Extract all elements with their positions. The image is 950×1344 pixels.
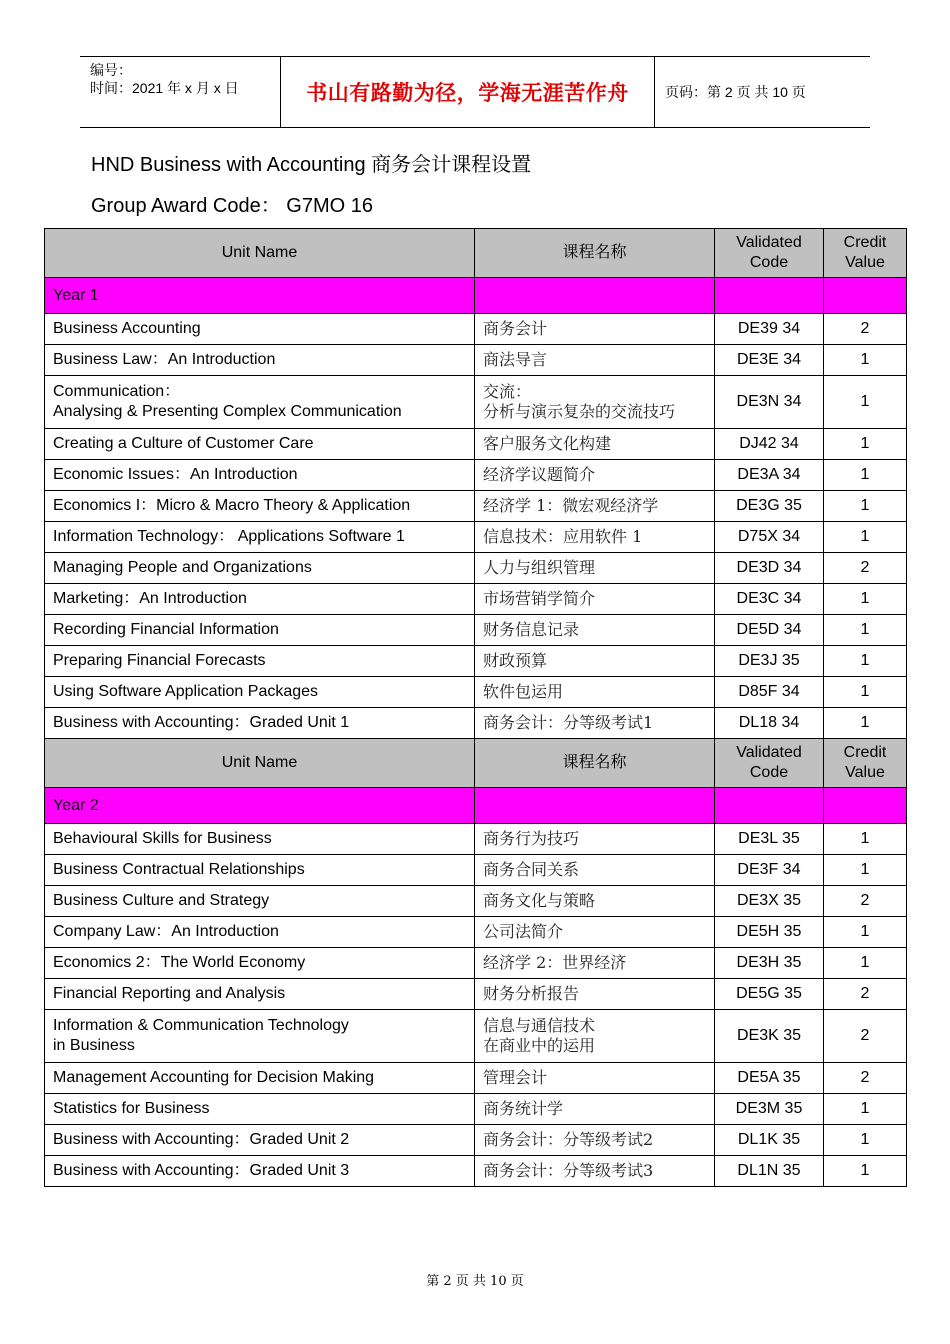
unit-name-text: Creating a Culture of Customer Care — [53, 435, 314, 452]
credit-value-text: 2 — [860, 892, 870, 909]
validated-code-text: DE39 34 — [737, 320, 801, 337]
credit-value — [824, 553, 907, 584]
validated-code — [715, 1156, 824, 1187]
table-row — [45, 979, 907, 1010]
unit-name-text: Business Law：An Introduction — [53, 351, 276, 368]
cn-name-text: 公司法简介 — [483, 922, 564, 941]
credit-value — [824, 1010, 907, 1063]
cn-name-text: 信息与通信技术 — [483, 1016, 596, 1035]
unit-name-text: Communication： — [53, 383, 181, 400]
cn-name-text: 客户服务文化构建 — [483, 434, 612, 453]
table-row — [45, 491, 907, 522]
unit-name-text: Business with Accounting：Graded Unit 1 — [53, 714, 350, 731]
credit-value-text: 1 — [860, 683, 870, 700]
credit-value — [824, 429, 907, 460]
validated-code-text: DE3M 35 — [735, 1100, 803, 1117]
validated-code-text: DE3X 35 — [736, 892, 802, 909]
unit-name — [45, 314, 475, 345]
cn-name-text: 经济学 2：世界经济 — [483, 953, 627, 972]
table-row — [45, 553, 907, 584]
credit-value — [824, 979, 907, 1010]
validated-code — [715, 917, 824, 948]
credit-value — [824, 917, 907, 948]
credit-value — [824, 1094, 907, 1125]
validated-code — [715, 1063, 824, 1094]
validated-code-text: DE5G 35 — [736, 985, 802, 1002]
unit-name — [45, 1063, 475, 1094]
cn-name-text: 人力与组织管理 — [483, 558, 596, 577]
cn-name-text: 商务会计：分等级考试1 — [483, 713, 654, 732]
cn-name — [475, 1010, 715, 1063]
header-credit-value-text: Credit — [843, 744, 887, 761]
credit-value — [824, 345, 907, 376]
cn-name — [475, 1063, 715, 1094]
credit-value — [824, 1063, 907, 1094]
validated-code — [715, 1094, 824, 1125]
validated-code — [715, 491, 824, 522]
validated-code — [715, 1125, 824, 1156]
credit-value-text: 2 — [860, 559, 870, 576]
validated-code — [715, 553, 824, 584]
unit-name-text: Managing People and Organizations — [53, 559, 312, 576]
header-validated-code-text: Validated — [736, 234, 802, 251]
cn-name-text: 市场营销学简介 — [483, 589, 596, 608]
cn-name — [475, 1156, 715, 1187]
cn-name — [475, 1094, 715, 1125]
credit-value-text: 1 — [860, 830, 870, 847]
year-empty-cell — [824, 788, 907, 824]
cn-name — [475, 677, 715, 708]
unit-name-text: Business Contractual Relationships — [53, 861, 305, 878]
credit-value — [824, 1125, 907, 1156]
validated-code-text: DE3E 34 — [736, 351, 802, 368]
validated-code-text: DE3J 35 — [738, 652, 800, 669]
cn-name — [475, 491, 715, 522]
header-cn-name-text: 课程名称 — [562, 754, 627, 771]
header-cn-name — [475, 739, 715, 788]
header-validated-code-text: Validated — [736, 744, 802, 761]
credit-value-text: 2 — [860, 985, 870, 1002]
unit-name — [45, 553, 475, 584]
table-row — [45, 460, 907, 491]
unit-name — [45, 677, 475, 708]
credit-value-text: 1 — [860, 351, 870, 368]
table-row — [45, 522, 907, 553]
cn-name-text: 财务信息记录 — [483, 620, 580, 639]
validated-code-text: DE5D 34 — [736, 621, 802, 638]
header-motto: 书山有路勤为径，学海无涯苦作舟 — [281, 57, 655, 127]
credit-value-text: 1 — [860, 497, 870, 514]
cn-name — [475, 1125, 715, 1156]
validated-code-text: DE3H 35 — [736, 954, 802, 971]
unit-name-text: Marketing：An Introduction — [53, 590, 247, 607]
credit-value — [824, 948, 907, 979]
credit-value — [824, 646, 907, 677]
validated-code-text: DL1N 35 — [737, 1162, 801, 1179]
validated-code-text: DE3L 35 — [738, 830, 800, 847]
cn-name-text: 商务合同关系 — [483, 860, 580, 879]
year-empty-cell — [475, 278, 715, 314]
credit-value-text: 2 — [860, 320, 870, 337]
header-meta — [80, 57, 281, 127]
unit-name — [45, 345, 475, 376]
cn-name — [475, 522, 715, 553]
validated-code — [715, 677, 824, 708]
cn-name-text: 商务统计学 — [483, 1099, 564, 1118]
cn-name — [475, 824, 715, 855]
validated-code — [715, 979, 824, 1010]
cn-name-text: 财务分析报告 — [483, 984, 580, 1003]
header-credit-value-text: Credit — [843, 234, 887, 251]
cn-name-text: 信息技术：应用软件 1 — [483, 527, 643, 546]
cn-name — [475, 553, 715, 584]
validated-code — [715, 376, 824, 429]
validated-code-text: D75X 34 — [737, 528, 801, 545]
year-empty-cell — [715, 788, 824, 824]
header-validated-code — [715, 739, 824, 788]
table-row — [45, 855, 907, 886]
validated-code-text: DE3N 34 — [736, 393, 802, 410]
table-row — [45, 1156, 907, 1187]
year-label — [45, 278, 475, 314]
header-cn-name — [475, 229, 715, 278]
unit-name-text: Business with Accounting：Graded Unit 3 — [53, 1162, 350, 1179]
page-footer: 第 2 页 共 10 页 — [426, 1274, 524, 1289]
unit-name — [45, 1125, 475, 1156]
validated-code — [715, 708, 824, 739]
credit-value-text: 1 — [860, 1162, 870, 1179]
unit-name — [45, 522, 475, 553]
credit-value-text: 1 — [860, 621, 870, 638]
cn-name-text-2: 在商业中的运用 — [483, 1036, 596, 1055]
cn-name-text: 财政预算 — [483, 651, 548, 670]
unit-name — [45, 460, 475, 491]
unit-name — [45, 491, 475, 522]
unit-name-text: Statistics for Business — [53, 1100, 210, 1117]
cn-name-text: 商务行为技巧 — [483, 829, 580, 848]
year-empty-cell — [475, 788, 715, 824]
validated-code-text: DJ42 34 — [739, 435, 799, 452]
cn-name — [475, 855, 715, 886]
validated-code-text: DE3C 34 — [736, 590, 802, 607]
table-row — [45, 886, 907, 917]
credit-value — [824, 584, 907, 615]
unit-name-text: Recording Financial Information — [53, 621, 279, 638]
cn-name-text: 商法导言 — [483, 350, 548, 369]
validated-code — [715, 314, 824, 345]
credit-value — [824, 824, 907, 855]
unit-name-text: Economics I：Micro & Macro Theory & Application — [53, 497, 411, 514]
course-table — [44, 228, 907, 1187]
table-row — [45, 314, 907, 345]
validated-code-text: DE3K 35 — [736, 1027, 802, 1044]
time-label: 时间：2021 年 x 月 x 日 — [90, 80, 239, 96]
credit-value-text: 1 — [860, 954, 870, 971]
table-row — [45, 584, 907, 615]
validated-code — [715, 460, 824, 491]
unit-name — [45, 886, 475, 917]
year-row — [45, 788, 907, 824]
header-unit-name-text: Unit Name — [221, 244, 298, 261]
number-label: 编号： — [90, 62, 132, 78]
unit-name-text: Financial Reporting and Analysis — [53, 985, 286, 1002]
credit-value — [824, 886, 907, 917]
unit-name-text: Information & Communication Technology — [53, 1017, 349, 1034]
table-row — [45, 917, 907, 948]
credit-value-text: 1 — [860, 435, 870, 452]
validated-code — [715, 584, 824, 615]
unit-name — [45, 948, 475, 979]
cn-name-text: 商务会计：分等级考试3 — [483, 1161, 654, 1180]
header-credit-value — [824, 739, 907, 788]
cn-name-text: 经济学议题简介 — [483, 465, 596, 484]
year-empty-cell — [824, 278, 907, 314]
header-credit-value — [824, 229, 907, 278]
validated-code-text: DE3G 35 — [736, 497, 802, 514]
page-title: HND Business with Accounting 商务会计课程设置 — [91, 154, 532, 176]
year-label-text: Year 2 — [53, 796, 99, 814]
cn-name — [475, 979, 715, 1010]
validated-code-text: DE3D 34 — [736, 559, 802, 576]
cn-name-text: 管理会计 — [483, 1068, 548, 1087]
header-validated-code — [715, 229, 824, 278]
unit-name — [45, 1156, 475, 1187]
cn-name-text: 商务会计：分等级考试2 — [483, 1130, 654, 1149]
unit-name — [45, 1010, 475, 1063]
cn-name — [475, 646, 715, 677]
unit-name-text: Business Accounting — [53, 320, 201, 337]
table-header-row — [45, 229, 907, 278]
cn-name-text: 经济学 1：微宏观经济学 — [483, 496, 659, 515]
cn-name — [475, 708, 715, 739]
unit-name-text: Information Technology： Applications Software 1 — [53, 528, 405, 545]
table-row — [45, 708, 907, 739]
credit-value — [824, 491, 907, 522]
year-row — [45, 278, 907, 314]
table-row — [45, 948, 907, 979]
unit-name-text: Behavioural Skills for Business — [53, 830, 272, 847]
credit-value — [824, 1156, 907, 1187]
unit-name — [45, 824, 475, 855]
unit-name — [45, 584, 475, 615]
unit-name-text: Preparing Financial Forecasts — [53, 652, 266, 669]
year-label-text: Year 1 — [53, 286, 99, 304]
unit-name — [45, 708, 475, 739]
unit-name-text-2: Analysing & Presenting Complex Communication — [53, 403, 402, 420]
table-row — [45, 615, 907, 646]
table-row — [45, 1094, 907, 1125]
header-credit-value-text-2: Value — [845, 254, 885, 271]
header-unit-name — [45, 739, 475, 788]
unit-name — [45, 615, 475, 646]
unit-name-text: Economic Issues：An Introduction — [53, 466, 298, 483]
validated-code — [715, 429, 824, 460]
header-cn-name-text: 课程名称 — [562, 244, 627, 261]
validated-code-text: DE5H 35 — [736, 923, 802, 940]
unit-name — [45, 979, 475, 1010]
cn-name — [475, 584, 715, 615]
credit-value-text: 1 — [860, 528, 870, 545]
credit-value — [824, 376, 907, 429]
validated-code — [715, 345, 824, 376]
table-row — [45, 1063, 907, 1094]
unit-name-text: Using Software Application Packages — [53, 683, 319, 700]
table-row — [45, 1010, 907, 1063]
credit-value-text: 1 — [860, 1100, 870, 1117]
validated-code-text: DL18 34 — [738, 714, 800, 731]
unit-name-text: Business Culture and Strategy — [53, 892, 270, 909]
unit-name-text: Economics 2：The World Economy — [53, 954, 306, 971]
header-credit-value-text-2: Value — [845, 764, 885, 781]
credit-value-text: 1 — [860, 1131, 870, 1148]
validated-code-text: DE3F 34 — [737, 861, 801, 878]
credit-value — [824, 708, 907, 739]
unit-name — [45, 855, 475, 886]
page-header — [80, 56, 870, 128]
table-header-row — [45, 739, 907, 788]
validated-code — [715, 824, 824, 855]
year-label — [45, 788, 475, 824]
validated-code — [715, 886, 824, 917]
table-row — [45, 824, 907, 855]
cn-name — [475, 345, 715, 376]
cn-name — [475, 917, 715, 948]
table-row — [45, 1125, 907, 1156]
cn-name — [475, 460, 715, 491]
header-validated-code-text-2: Code — [749, 254, 789, 271]
unit-name-text: Business with Accounting：Graded Unit 2 — [53, 1131, 350, 1148]
year-empty-cell — [715, 278, 824, 314]
unit-name-text: Management Accounting for Decision Making — [53, 1069, 375, 1086]
cn-name — [475, 615, 715, 646]
credit-value — [824, 615, 907, 646]
cn-name-text-2: 分析与演示复杂的交流技巧 — [483, 402, 676, 421]
validated-code-text: DL1K 35 — [737, 1131, 801, 1148]
credit-value — [824, 677, 907, 708]
unit-name — [45, 376, 475, 429]
cn-name — [475, 886, 715, 917]
unit-name — [45, 429, 475, 460]
credit-value-text: 1 — [860, 590, 870, 607]
credit-value — [824, 314, 907, 345]
header-page-info: 页码：第 2 页 共 10 页 — [665, 84, 806, 100]
credit-value — [824, 460, 907, 491]
validated-code — [715, 615, 824, 646]
unit-name — [45, 917, 475, 948]
credit-value-text: 2 — [860, 1069, 870, 1086]
credit-value — [824, 855, 907, 886]
validated-code — [715, 948, 824, 979]
credit-value-text: 1 — [860, 861, 870, 878]
credit-value — [824, 522, 907, 553]
table-row — [45, 345, 907, 376]
validated-code — [715, 522, 824, 553]
table-row — [45, 677, 907, 708]
cn-name — [475, 948, 715, 979]
cn-name-text: 软件包运用 — [483, 682, 564, 701]
validated-code — [715, 855, 824, 886]
table-row — [45, 376, 907, 429]
credit-value-text: 1 — [860, 714, 870, 731]
unit-name — [45, 1094, 475, 1125]
award-code: Group Award Code： G7MO 16 — [91, 195, 373, 217]
cn-name — [475, 376, 715, 429]
header-validated-code-text-2: Code — [749, 764, 789, 781]
header-unit-name-text: Unit Name — [221, 754, 298, 771]
cn-name-text: 交流： — [483, 382, 532, 401]
validated-code-text: D85F 34 — [738, 683, 800, 700]
validated-code — [715, 1010, 824, 1063]
credit-value-text: 1 — [860, 393, 870, 410]
validated-code-text: DE5A 35 — [737, 1069, 801, 1086]
credit-value-text: 1 — [860, 466, 870, 483]
unit-name-text-2: in Business — [53, 1037, 135, 1054]
unit-name — [45, 646, 475, 677]
credit-value-text: 1 — [860, 652, 870, 669]
cn-name — [475, 429, 715, 460]
table-row — [45, 429, 907, 460]
unit-name-text: Company Law：An Introduction — [53, 923, 279, 940]
validated-code — [715, 646, 824, 677]
cn-name-text: 商务会计 — [483, 319, 548, 338]
credit-value-text: 1 — [860, 923, 870, 940]
credit-value-text: 2 — [860, 1027, 870, 1044]
cn-name-text: 商务文化与策略 — [483, 891, 596, 910]
table-row — [45, 646, 907, 677]
cn-name — [475, 314, 715, 345]
header-unit-name — [45, 229, 475, 278]
validated-code-text: DE3A 34 — [737, 466, 801, 483]
